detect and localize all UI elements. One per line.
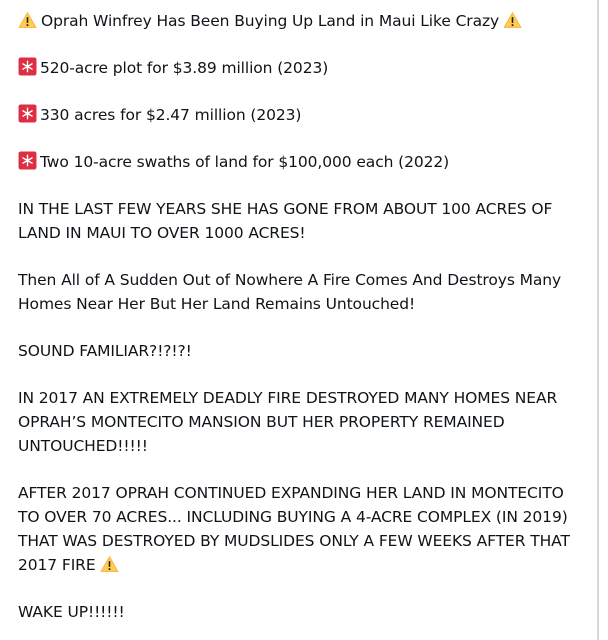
post-paragraph: IN 2017 AN EXTREMELY DEADLY FIRE DESTROYED MANY HOMES NEAR OPRAH’S MONTECITO MANSION BUT HER PROPERTY REMAINED UNTOUCHED!!!!!: [18, 389, 558, 455]
post-paragraph: IN THE LAST FEW YEARS SHE HAS GONE FROM ABOUT 100 ACRES OF LAND IN MAUI TO OVER 1000 ACRES!: [18, 200, 553, 242]
warning-icon: [503, 11, 522, 29]
post-title: Oprah Winfrey Has Been Buying Up Land in Maui Like Crazy: [41, 12, 500, 30]
list-item: [18, 56, 579, 80]
post-paragraph: Then All of A Sudden Out of Nowhere A Fire Comes And Destroys Many Homes Near Her But Her Land Remains Untouched!: [18, 271, 562, 313]
warning-icon: [18, 11, 37, 29]
list-item: [18, 103, 579, 127]
list-item-text: 520-acre plot for $3.89 million (2023): [40, 59, 329, 77]
siren-icon: [18, 57, 37, 76]
siren-icon: [18, 104, 37, 123]
post-paragraph-with-icon: [18, 481, 579, 577]
post-paragraph-text: AFTER 2017 OPRAH CONTINUED EXPANDING HER LAND IN MONTECITO TO OVER 70 ACRES... INCLUDING BUYING A 4-ACRE COMPLEX (IN 2019) THAT WAS DESTROYED BY MUDSLIDES ONLY A FEW WEEKS AFTER THAT 2017 FIRE: [18, 484, 570, 574]
column-divider: [597, 0, 599, 640]
warning-icon: [100, 555, 119, 573]
post-paragraph: SOUND FAMILIAR?!?!?!: [18, 342, 192, 360]
post-title-line: [18, 9, 579, 33]
siren-icon: [18, 151, 37, 170]
list-item-text: 330 acres for $2.47 million (2023): [40, 106, 302, 124]
list-item-text: Two 10-acre swaths of land for $100,000 each (2022): [40, 153, 450, 171]
list-item: [18, 150, 579, 174]
post-paragraph: WAKE UP!!!!!!: [18, 603, 125, 621]
